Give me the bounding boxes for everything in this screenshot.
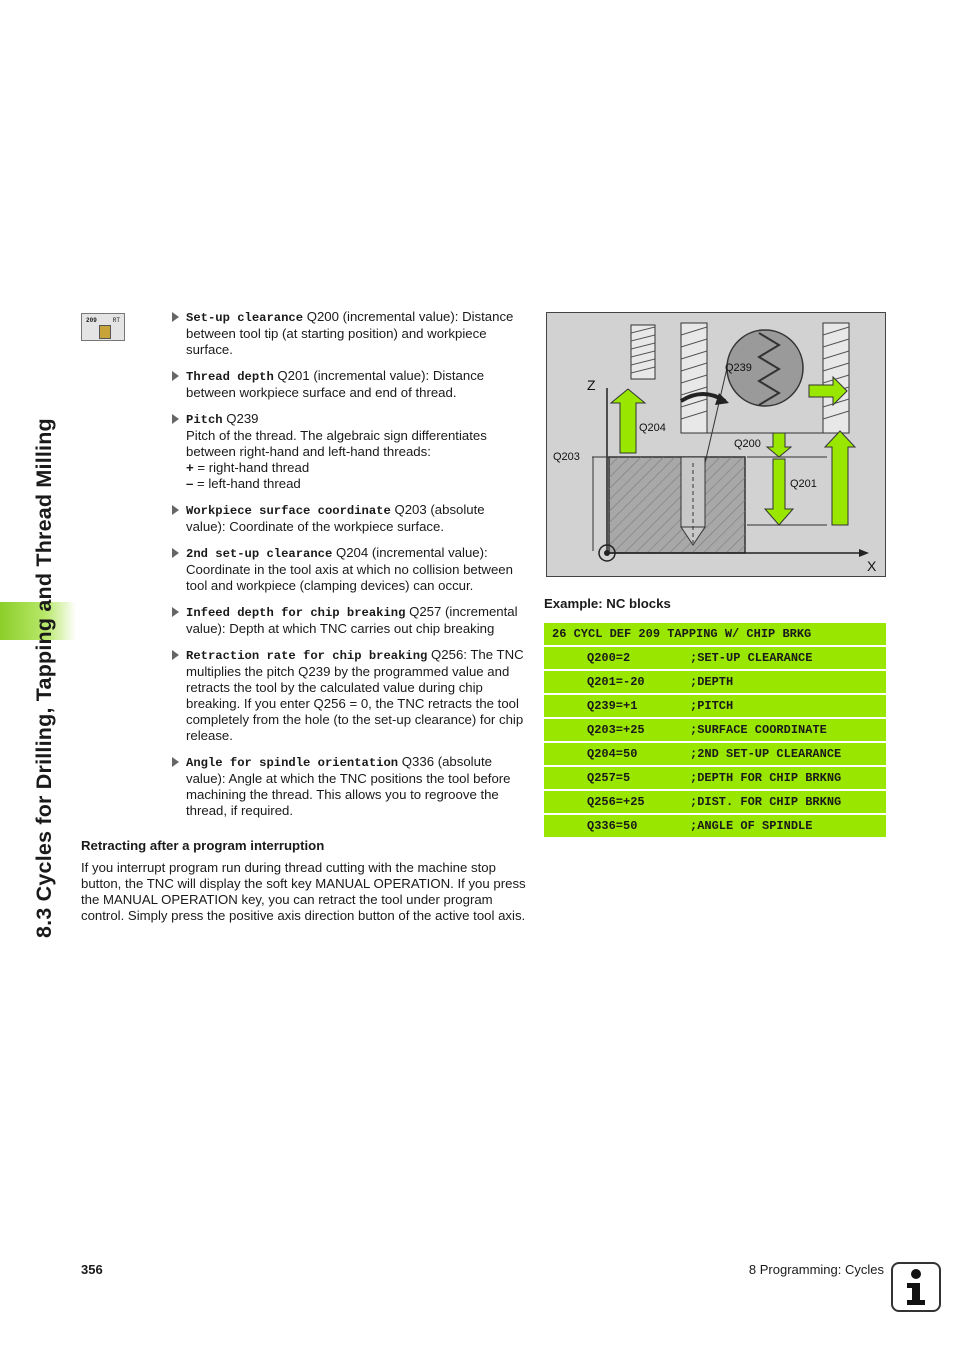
param-desc: Q203 (absolute value): Coordinate of the workpiece surface. [186,502,485,534]
plus-text: = right-hand thread [193,460,310,475]
diagram-svg [547,313,886,577]
tap-tool-left [631,325,655,379]
label-q203: Q203 [553,451,580,463]
nc-row [544,671,886,693]
nc-row [544,791,886,813]
nc-row [544,815,886,837]
bullet-triangle-icon [172,650,179,660]
param-desc: Q200 (incremental value): Distance between tool tip (at starting position) and workpiece surface. [186,309,514,357]
nc-param: Q256=+25 [587,795,645,809]
nc-param: Q257=5 [587,771,631,785]
bullet-triangle-icon [172,548,179,558]
param-code: Retraction rate for chip breaking [186,649,428,663]
nc-comment: ;SET-UP CLEARANCE [690,651,813,665]
param-code: Set-up clearance [186,311,304,325]
chapter-title: 8.3 Cycles for Drilling, Tapping and Thread Milling [32,418,56,938]
arrow-q200 [767,433,791,457]
param-code: Angle for spindle orientation [186,756,399,770]
param-desc: Q201 (incremental value): Distance between workpiece surface and end of thread. [186,368,485,400]
arrow-right-tool-up [825,431,855,525]
label-q201: Q201 [790,478,817,490]
tapping-diagram [546,312,886,577]
chapter-sidebar [24,300,64,940]
label-q239: Q239 [725,362,752,374]
param-2nd-setup-clearance [172,545,524,594]
bullet-triangle-icon [172,312,179,322]
param-setup-clearance [172,309,524,358]
arrow-q201 [765,459,793,525]
bullet-triangle-icon [172,757,179,767]
nc-row [544,719,886,741]
nc-header-row [544,623,886,645]
bullet-triangle-icon [172,607,179,617]
tool-glyph-icon [99,325,111,339]
nc-param: Q204=50 [587,747,638,761]
arrow-q204 [611,389,645,453]
nc-block-table [544,623,886,839]
softkey-number: 209 [86,317,97,324]
page-number: 356 [81,1262,103,1277]
param-desc: Q336 (absolute value): Angle at which the TNC positions the tool before machining the thread. This allows you to regroove the thread, if required. [186,754,511,818]
label-q204: Q204 [639,422,666,434]
softkey-cycle-icon [81,313,125,341]
nc-param: Q203=+25 [587,723,645,737]
label-z: Z [587,377,596,393]
label-q200: Q200 [734,438,761,450]
minus-sign: – [186,476,194,491]
param-infeed-depth [172,604,524,637]
tap-tool-right [823,323,849,433]
param-desc: Q239 [222,411,259,426]
nc-comment: ;2ND SET-UP CLEARANCE [690,747,842,761]
nc-param: Q200=2 [587,651,631,665]
nc-row [544,743,886,765]
retract-section [81,838,526,924]
param-pitch-extra: Pitch of the thread. The algebraic sign differentiates between right-hand and left-hand threads: [186,428,487,459]
param-desc: Q256: The TNC multiplies the pitch Q239 by the programmed value and retracts the tool by the calculated value during chip breaking. If you enter Q256 = 0, the TNC retracts the tool completely from the hole (to the set-up clearance) for chip release. [186,647,524,743]
bullet-triangle-icon [172,414,179,424]
pitch-left-hand [186,476,524,492]
param-retraction-rate [172,647,524,744]
nc-row [544,767,886,789]
nc-comment: ;DIST. FOR CHIP BRKNG [690,795,842,809]
bullet-triangle-icon [172,371,179,381]
parameter-list [172,309,524,829]
param-thread-depth [172,368,524,401]
plus-sign: + [186,460,194,475]
pitch-right-hand [186,460,524,476]
param-surface-coordinate [172,502,524,535]
info-icon[interactable] [891,1262,941,1312]
chapter-footer: 8 Programming: Cycles [748,1262,884,1277]
retract-heading: Retracting after a program interruption [81,838,325,853]
param-spindle-angle [172,754,524,819]
param-desc: Q257 (incremental value): Depth at which TNC carries out chip breaking [186,604,518,636]
param-code: 2nd set-up clearance [186,547,333,561]
example-title: Example: NC blocks [544,596,671,611]
nc-row [544,695,886,717]
nc-param: Q201=-20 [587,675,645,689]
param-desc: Q204 (incremental value): Coordinate in the tool axis at which no collision between tool and workpiece (clamping devices) can occur. [186,545,513,593]
nc-param: Q336=50 [587,819,638,833]
nc-row [544,647,886,669]
nc-param: Q239=+1 [587,699,638,713]
tap-tool-middle [681,323,707,433]
bullet-triangle-icon [172,505,179,515]
param-code: Pitch [186,413,223,427]
nc-comment: ;DEPTH [690,675,734,689]
param-code: Workpiece surface coordinate [186,504,391,518]
param-code: Infeed depth for chip breaking [186,606,406,620]
nc-comment: ;DEPTH FOR CHIP BRKNG [690,771,842,785]
nc-comment: ;ANGLE OF SPINDLE [690,819,813,833]
label-x: X [867,558,877,574]
param-code: Thread depth [186,370,274,384]
retract-body: If you interrupt program run during thread cutting with the machine stop button, the TNC will display the soft key MANUAL OPERATION. If you press the MANUAL OPERATION key, you can retract the tool under program control. Simply press the positive axis direction button of the active tool axis. [81,860,526,923]
nc-comment: ;PITCH [690,699,734,713]
softkey-label: RT [112,317,120,324]
minus-text: = left-hand thread [193,476,301,491]
param-pitch [172,411,524,492]
nc-header: 26 CYCL DEF 209 TAPPING W/ CHIP BRKG [552,627,812,641]
info-glyph-icon [893,1264,939,1310]
nc-comment: ;SURFACE COORDINATE [690,723,827,737]
